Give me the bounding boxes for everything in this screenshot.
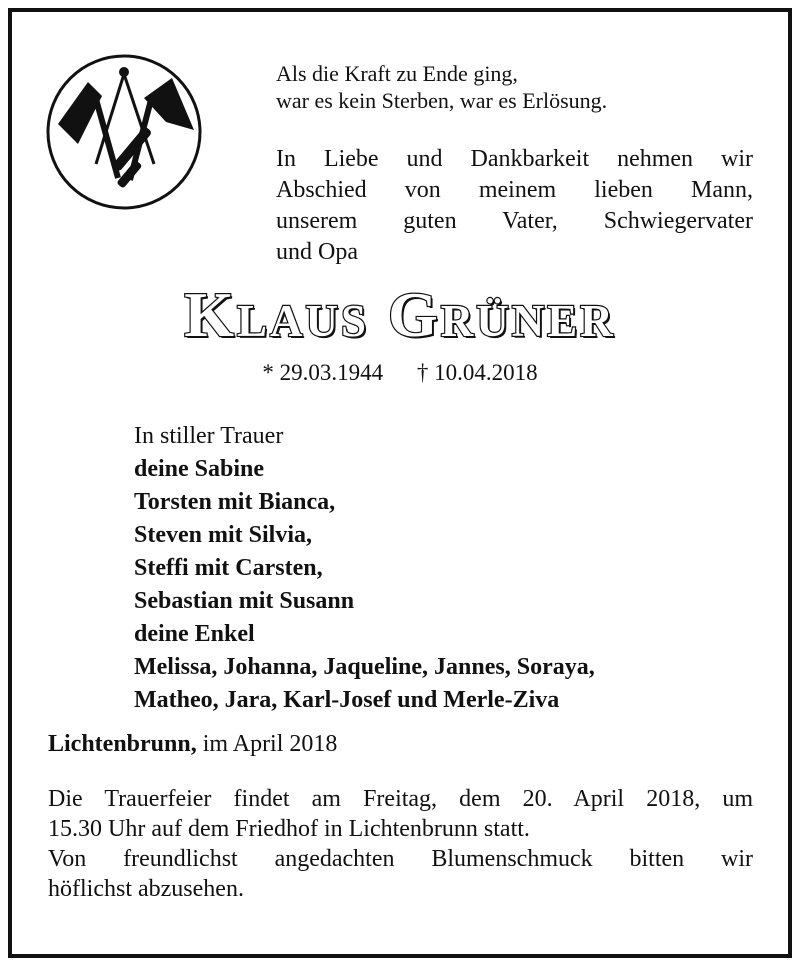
mourner-name: Melissa, Johanna, Jaqueline, Jannes, Soraya, bbox=[134, 654, 595, 680]
mourners-heading: In stiller Trauer bbox=[134, 423, 284, 449]
mourner-name: Sebastian mit Susann bbox=[134, 588, 355, 614]
intro-line: Abschied von meinem lieben Mann, bbox=[276, 177, 753, 203]
intro-line: und Opa bbox=[276, 239, 358, 265]
mourner-name: Steven mit Silvia, bbox=[134, 522, 312, 548]
info-line: Von freundlichst angedachten Blumenschmuck bitten wir bbox=[48, 846, 753, 872]
verse-line: Als die Kraft zu Ende ging, bbox=[276, 61, 518, 86]
place-month: im April 2018 bbox=[196, 731, 338, 757]
place-date bbox=[48, 731, 337, 758]
verse-line: war es kein Sterben, war es Erlösung. bbox=[276, 88, 608, 113]
mourner-name: deine Sabine bbox=[134, 456, 265, 482]
mourner-name: Matheo, Jara, Karl-Josef und Merle-Ziva bbox=[134, 687, 560, 713]
mourner-name: Torsten mit Bianca, bbox=[134, 489, 336, 515]
intro-line: unserem guten Vater, Schwiegervater bbox=[276, 208, 753, 234]
birth-date: * 29.03.1944 bbox=[262, 360, 384, 385]
mourner-name: deine Enkel bbox=[134, 621, 255, 647]
mourners-list bbox=[134, 420, 595, 717]
roofer-guild-emblem-icon bbox=[44, 52, 204, 212]
mourner-name: Steffi mit Carsten, bbox=[134, 555, 323, 581]
funeral-info bbox=[48, 784, 753, 904]
intro-line: In Liebe und Dankbarkeit nehmen wir bbox=[276, 146, 753, 172]
intro-text bbox=[276, 144, 753, 268]
info-line: 15.30 Uhr auf dem Friedhof in Lichtenbrunn statt. bbox=[48, 816, 530, 842]
death-date: † 10.04.2018 bbox=[416, 360, 538, 385]
life-dates bbox=[0, 360, 800, 386]
verse bbox=[276, 60, 756, 114]
info-line: höflichst abzusehen. bbox=[48, 876, 244, 902]
info-line: Die Trauerfeier findet am Freitag, dem 20. April 2018, um bbox=[48, 786, 753, 812]
deceased-name: Klaus Grüner bbox=[184, 279, 616, 350]
place-town: Lichtenbrunn, bbox=[48, 731, 197, 757]
